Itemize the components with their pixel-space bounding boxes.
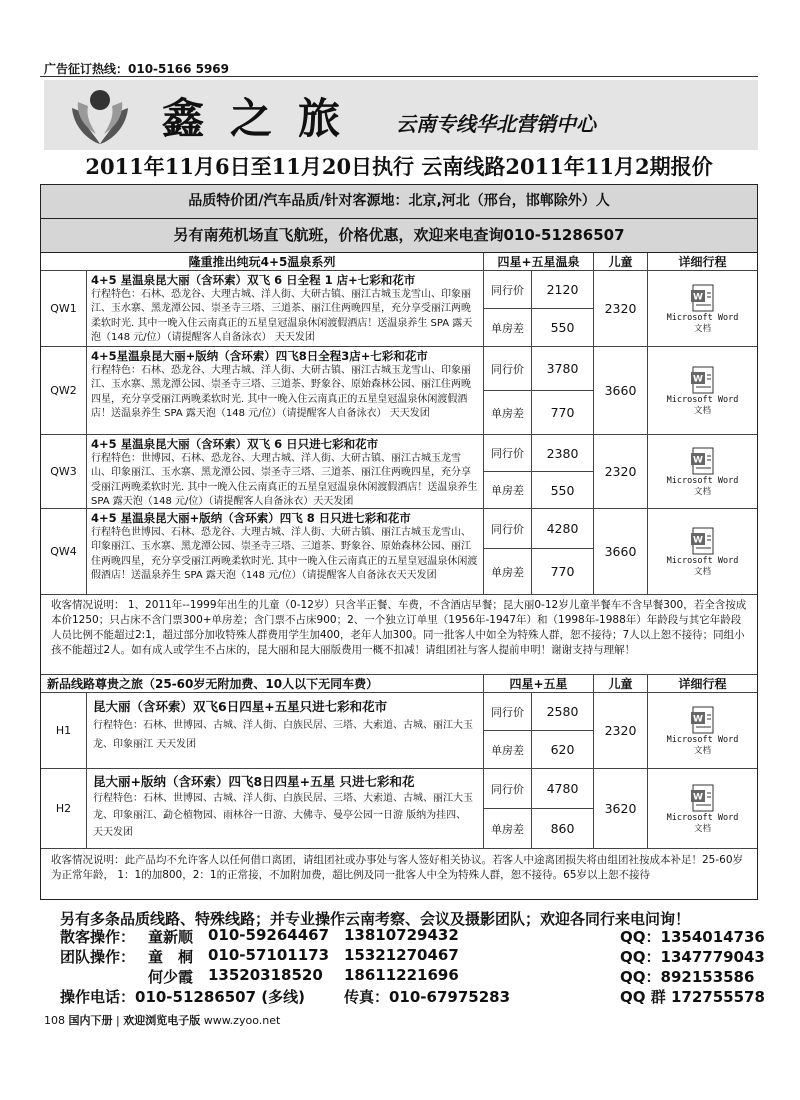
route-title: 4+5星温泉昆大丽+版纳（含环索）四飞8日全程3店+七彩和花市 bbox=[91, 349, 428, 363]
peer-price: 3780 bbox=[532, 347, 594, 391]
page-number: 108 bbox=[44, 1014, 65, 1027]
route-code: QW2 bbox=[41, 347, 87, 435]
child-price: 2320 bbox=[594, 435, 648, 509]
route-code: QW1 bbox=[41, 271, 87, 347]
brand-name: 鑫之旅 bbox=[162, 94, 367, 143]
route-itinerary: 行程特色：石林、恐龙谷、大理古城、洋人街、大研古镇、丽江古城玉龙雪山、印象丽江、玉水寨、黑龙潭公园、崇圣寺三塔、三道茶、野象谷、原始森林公园、丽江住两晚四星，充分享受丽江两晚柔软时光. 其中一晚入住云南真正的五星皇冠温泉休闲渡假酒店！送温泉养生 SPA 露天泡（148 元/位）（请提醒客人自备泳衣） 天天发团 bbox=[91, 364, 471, 419]
page-title-band bbox=[40, 150, 758, 186]
single-supplement: 770 bbox=[532, 391, 594, 435]
contact-mobile: 13520318520 bbox=[208, 966, 323, 984]
contact-name: 何少霞 bbox=[148, 968, 194, 986]
ad-hotline: 广告征订热线：010-5166 5969 bbox=[44, 62, 230, 76]
section1-col-price: 四星+五星温泉 bbox=[484, 253, 594, 271]
peer-price: 4280 bbox=[532, 509, 594, 549]
doc-label-cn: 文档 bbox=[693, 823, 711, 834]
banner-source-region: 品质特价团/汽车品质/针对客源地：北京,河北（邢台，邯郸除外）人 bbox=[41, 185, 757, 219]
contact-name: 童新顺 bbox=[148, 928, 194, 946]
doc-label: Microsoft Word bbox=[666, 555, 739, 566]
itinerary-doc-link[interactable] bbox=[648, 769, 757, 849]
contact-intro: 另有多条品质线路、特殊线路；并专业操作云南考察、会议及摄影团队；欢迎各同行来电问询！ bbox=[60, 910, 691, 928]
contact-mobile-2: 18611221696 bbox=[344, 966, 459, 984]
word-document-icon bbox=[690, 284, 716, 312]
contact-fax: 传真：010-67975283 bbox=[344, 988, 511, 1006]
peer-price-label: 同行价 bbox=[484, 509, 532, 549]
route-itinerary: 行程特色世博园、石林、恐龙谷、大理古城、洋人街、大研古镇、丽江古城玉龙雪山、印象丽江、玉水寨、黑龙潭公园、崇圣寺三塔、三道茶、野象谷、原始森林公园、丽江住两晚四星，充分享受丽江两晚柔软时光. 其中一晚入住云南真正的五星皇冠温泉休闲渡假酒店！送温泉养生 SPA 露天泡（148 元/位）（请提醒客人自备泳衣天天发团 bbox=[91, 526, 478, 581]
doc-label: Microsoft Word bbox=[666, 312, 739, 323]
peer-price: 2380 bbox=[532, 435, 594, 472]
route-title: 昆大丽+版纳（含环索）四飞8日四星+五星 只进七彩和花 bbox=[93, 774, 415, 789]
route-description bbox=[87, 271, 484, 347]
section1-col-detail: 详细行程 bbox=[648, 253, 757, 271]
doc-label-cn: 文档 bbox=[693, 323, 711, 334]
route-description bbox=[87, 509, 484, 595]
doc-label-cn: 文档 bbox=[693, 566, 711, 577]
contact-role: 团队操作： bbox=[60, 948, 136, 966]
single-supplement: 550 bbox=[532, 309, 594, 347]
contact-mobile: 15321270467 bbox=[344, 946, 459, 964]
route-code: H1 bbox=[41, 693, 87, 769]
contact-mobile: 13810729432 bbox=[344, 926, 459, 944]
single-supplement: 770 bbox=[532, 549, 594, 595]
footer-url[interactable]: www.zyoo.net bbox=[203, 1014, 281, 1027]
itinerary-doc-link[interactable] bbox=[648, 509, 757, 595]
itinerary-doc-link[interactable] bbox=[648, 693, 757, 769]
word-document-icon bbox=[690, 706, 716, 734]
peer-price-label: 同行价 bbox=[484, 435, 532, 472]
child-price: 2320 bbox=[594, 271, 648, 347]
child-price: 3660 bbox=[594, 347, 648, 435]
price-table bbox=[40, 184, 758, 900]
route-itinerary: 行程特色：石林、世博园、古城、洋人街、白族民居、三塔、大索道、古城、丽江大玉龙、印象丽江、勐仑植物园、雨林谷一日游、大佛寺、曼亭公园一日游 版纳为挂四、 天天发团 bbox=[93, 793, 473, 838]
section1-col-child: 儿童 bbox=[594, 253, 648, 271]
route-itinerary: 行程特色：石林、世博园、古城、洋人街、白族民居、三塔、大索道、古城、丽江大玉龙、印象丽江 天天发团 bbox=[93, 720, 473, 750]
banner-nanyuan-flights: 另有南苑机场直飞航班，价格优惠，欢迎来电查询010-51286507 bbox=[41, 219, 757, 253]
doc-label: Microsoft Word bbox=[666, 734, 739, 745]
route-code: QW4 bbox=[41, 509, 87, 595]
divider bbox=[40, 76, 758, 77]
route-description bbox=[87, 693, 484, 769]
route-description bbox=[87, 769, 484, 849]
brand-subtitle: 云南专线华北营销中心 bbox=[396, 112, 596, 136]
svg-text:W: W bbox=[692, 292, 703, 302]
itinerary-doc-link[interactable] bbox=[648, 435, 757, 509]
route-itinerary: 行程特色：石林、恐龙谷、大理古城、洋人街、大研古镇、丽江古城玉龙雪山、印象丽江、玉水寨、黑龙潭公园、崇圣寺三塔、三道茶、丽江住两晚四星，充分享受丽江两晚柔软时光. 其中一晚入住云南真正的五星皇冠温泉休闲渡假酒店！送温泉养生 SPA 露天泡（148 元/位）（请提醒客人自备泳衣） 天天发团 bbox=[91, 288, 473, 343]
contact-qq-group: QQ 群 172755578 bbox=[620, 988, 765, 1006]
single-supplement-label: 单房差 bbox=[484, 809, 532, 849]
contact-phone: 010-57101173 bbox=[208, 946, 330, 964]
word-document-icon bbox=[690, 527, 716, 555]
peer-price-label: 同行价 bbox=[484, 693, 532, 731]
contact-qq: QQ：1347779043 bbox=[620, 948, 765, 966]
section1-heading: 隆重推出纯玩4+5温泉系列 bbox=[41, 253, 484, 271]
child-price: 3660 bbox=[594, 509, 648, 595]
page-title: 2011年11月6日至11月20日执行 云南线路2011年11月2期报价 bbox=[85, 154, 713, 179]
itinerary-doc-link[interactable] bbox=[648, 271, 757, 347]
section2-col-child: 儿童 bbox=[594, 675, 648, 693]
route-title: 4+5 星温泉昆大丽+版纳（含环索）四飞 8 日只进七彩和花市 bbox=[91, 511, 411, 525]
section2-heading: 新品线路尊贵之旅（25-60岁无附加费、10人以下无同车费） bbox=[41, 675, 484, 693]
doc-label: Microsoft Word bbox=[666, 475, 739, 486]
contact-tel: 操作电话：010-51286507 (多线) bbox=[60, 988, 305, 1006]
single-supplement: 860 bbox=[532, 809, 594, 849]
route-description bbox=[87, 347, 484, 435]
doc-label: Microsoft Word bbox=[666, 394, 739, 405]
hands-logo-icon bbox=[64, 82, 136, 146]
route-code: H2 bbox=[41, 769, 87, 849]
contact-role: 散客操作： bbox=[60, 928, 136, 946]
section2-col-price: 四星+五星 bbox=[484, 675, 594, 693]
single-supplement-label: 单房差 bbox=[484, 472, 532, 509]
contact-name: 童 桐 bbox=[148, 948, 194, 966]
route-title: 4+5 星温泉昆大丽（含环索）双飞 6 日只进七彩和花市 bbox=[91, 437, 379, 451]
single-supplement-label: 单房差 bbox=[484, 391, 532, 435]
single-supplement: 620 bbox=[532, 731, 594, 769]
doc-label-cn: 文档 bbox=[693, 486, 711, 497]
single-supplement-label: 单房差 bbox=[484, 309, 532, 347]
single-supplement-label: 单房差 bbox=[484, 731, 532, 769]
section2-notes: 收客情况说明：此产品均不允许客人以任何借口离团，请组团社或办事处与客人签好相关协议。若客人中途离团损失将由组团社按成本补足！25-60岁为正常年龄， 1：1的加800，2：1的正常接，不加附加费，超比例及同一批客人中全为特殊人群，恕不接待。65岁以上恕不接待 bbox=[51, 854, 744, 881]
route-title: 昆大丽（含环索）双飞6日四星+五星只进七彩和花市 bbox=[93, 699, 388, 714]
route-title: 4+5 星温泉昆大丽（含环索）双飞 6 日全程 1 店+七彩和花市 bbox=[91, 273, 416, 287]
single-supplement: 550 bbox=[532, 472, 594, 509]
svg-text:W: W bbox=[692, 374, 703, 384]
doc-label-cn: 文档 bbox=[693, 745, 711, 756]
contact-qq: QQ：1354014736 bbox=[620, 928, 765, 946]
route-description bbox=[87, 435, 484, 509]
svg-text:W: W bbox=[692, 714, 703, 724]
itinerary-doc-link[interactable] bbox=[648, 347, 757, 435]
peer-price: 4780 bbox=[532, 769, 594, 809]
child-price: 2320 bbox=[594, 693, 648, 769]
route-code: QW3 bbox=[41, 435, 87, 509]
svg-text:W: W bbox=[692, 455, 703, 465]
contact-qq: QQ：892153586 bbox=[620, 968, 755, 986]
peer-price-label: 同行价 bbox=[484, 271, 532, 309]
peer-price-label: 同行价 bbox=[484, 347, 532, 391]
doc-label-cn: 文档 bbox=[693, 405, 711, 416]
contact-row bbox=[60, 926, 765, 946]
contact-row bbox=[60, 966, 760, 986]
peer-price-label: 同行价 bbox=[484, 769, 532, 809]
contact-phone: 010-59264467 bbox=[208, 926, 330, 944]
svg-text:W: W bbox=[692, 535, 703, 545]
contact-row bbox=[60, 946, 765, 966]
page-footer: 108 国内下册 | 欢迎浏览电子版 www.zyoo.net bbox=[44, 1014, 281, 1027]
word-document-icon bbox=[690, 366, 716, 394]
header-banner bbox=[44, 80, 758, 150]
child-price: 3620 bbox=[594, 769, 648, 849]
peer-price: 2580 bbox=[532, 693, 594, 731]
peer-price: 2120 bbox=[532, 271, 594, 309]
section2-col-detail: 详细行程 bbox=[648, 675, 757, 693]
contact-row bbox=[60, 986, 765, 1006]
footer-section: 国内下册 bbox=[68, 1014, 113, 1027]
route-itinerary: 行程特色：世博园、石林、恐龙谷、大理古城、洋人街、大研古镇、丽江古城玉龙雪山、印象丽江、玉水寨、黑龙潭公园、崇圣寺三塔、三道茶、丽江住两晚四星，充分享受丽江两晚柔软时光. 其中一晚入住云南真正的五星皇冠温泉休闲渡假酒店！送温泉养生 SPA 露天泡（148 元/位）（请提醒客人自备泳衣）天天发团 bbox=[91, 452, 478, 507]
single-supplement-label: 单房差 bbox=[484, 549, 532, 595]
word-document-icon bbox=[690, 784, 716, 812]
svg-text:W: W bbox=[692, 792, 703, 802]
section1-notes: 收客情况说明： 1、2011年--1999年出生的儿童（0-12岁）只含半正餐、车费，不含酒店早餐；昆大丽0-12岁儿童半餐车不含早餐300，若全含按成本价1250；只占床不含门票300+单房差；含门票不占床900；2、一个独立订单里（1956年-1947年）和（1998年-1988年）年龄段与其它年龄段人员比例不能超过2:1，超过部分加收特殊人群费用学生加400，老年人加300。同一批客人中如全为特殊人群，恕不接待；7人以上恕不接待；同组小孩不能超过2人。如有成人或学生不占床的，昆大丽和昆大丽版费用一概不扣减！请组团社与客人提前申明！谢谢支持与理解！ bbox=[41, 595, 757, 675]
doc-label: Microsoft Word bbox=[666, 812, 739, 823]
footer-tagline: 欢迎浏览电子版 bbox=[123, 1014, 201, 1027]
word-document-icon bbox=[690, 447, 716, 475]
